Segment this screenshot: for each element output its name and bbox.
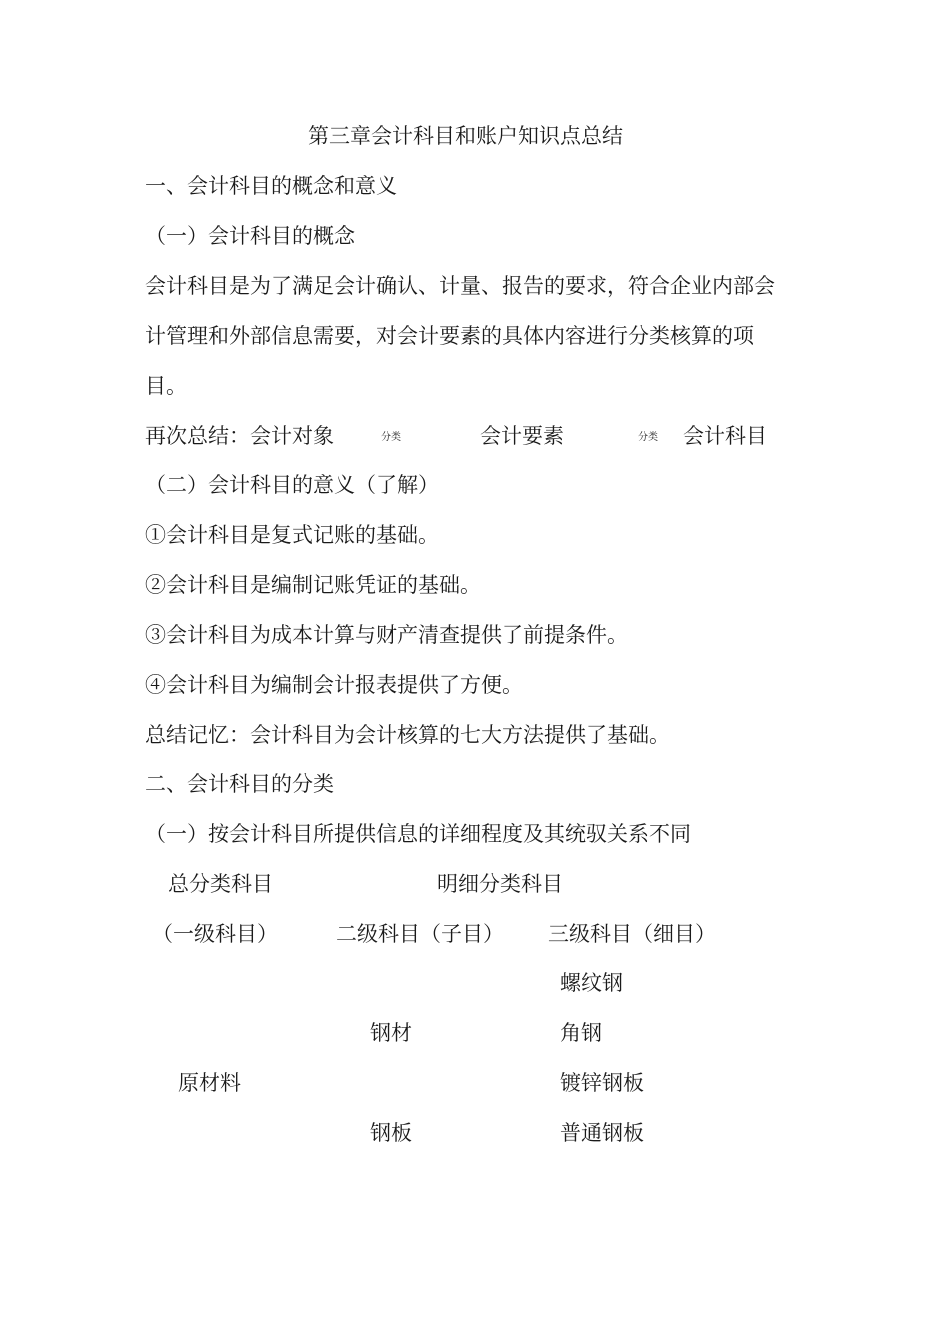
section-1-1-heading: （一）会计科目的概念	[145, 224, 355, 248]
memory-note: 总结记忆：会计科目为会计核算的七大方法提供了基础。	[145, 723, 670, 747]
section-2-heading: 二、会计科目的分类	[145, 772, 334, 796]
definition-line-3: 目。	[145, 374, 187, 398]
significance-item-3: ③会计科目为成本计算与财产清查提供了前提条件。	[145, 623, 628, 647]
significance-item-2: ②会计科目是编制记账凭证的基础。	[145, 573, 481, 597]
significance-item-1: ①会计科目是复式记账的基础。	[145, 523, 439, 547]
tree-header-detail: 明细分类科目	[437, 872, 563, 896]
tree-leaf-2: 角钢	[560, 1021, 602, 1045]
tree-header-general: 总分类科目	[168, 872, 273, 896]
section-1-2-heading: （二）会计科目的意义（了解）	[145, 473, 439, 497]
summary-flow-arrow-2: 分类	[638, 432, 658, 443]
definition-line-2: 计管理和外部信息需要，对会计要素的具体内容进行分类核算的项	[145, 324, 754, 348]
summary-flow-end: 会计科目	[683, 424, 767, 448]
summary-flow-label: 再次总结：会计对象	[145, 424, 334, 448]
tree-sub-1: 钢材	[370, 1021, 412, 1045]
tree-header-level-2: 二级科目（子目）	[336, 922, 504, 946]
significance-item-4: ④会计科目为编制会计报表提供了方便。	[145, 673, 523, 697]
tree-sub-2: 钢板	[370, 1121, 412, 1145]
tree-header-level-3: 三级科目（细目）	[548, 922, 716, 946]
tree-root: 原材料	[178, 1071, 241, 1095]
page-title: 第三章会计科目和账户知识点总结	[308, 124, 623, 148]
tree-leaf-4: 普通钢板	[560, 1121, 644, 1145]
tree-header-level-1: （一级科目）	[152, 922, 278, 946]
summary-flow-mid: 会计要素	[480, 424, 564, 448]
definition-line-1: 会计科目是为了满足会计确认、计量、报告的要求，符合企业内部会	[145, 274, 775, 298]
tree-leaf-3: 镀锌钢板	[560, 1071, 644, 1095]
section-1-heading: 一、会计科目的概念和意义	[145, 174, 397, 198]
summary-flow-arrow-1: 分类	[381, 432, 401, 443]
section-2-1-heading: （一）按会计科目所提供信息的详细程度及其统驭关系不同	[145, 822, 691, 846]
tree-leaf-1: 螺纹钢	[560, 971, 623, 995]
